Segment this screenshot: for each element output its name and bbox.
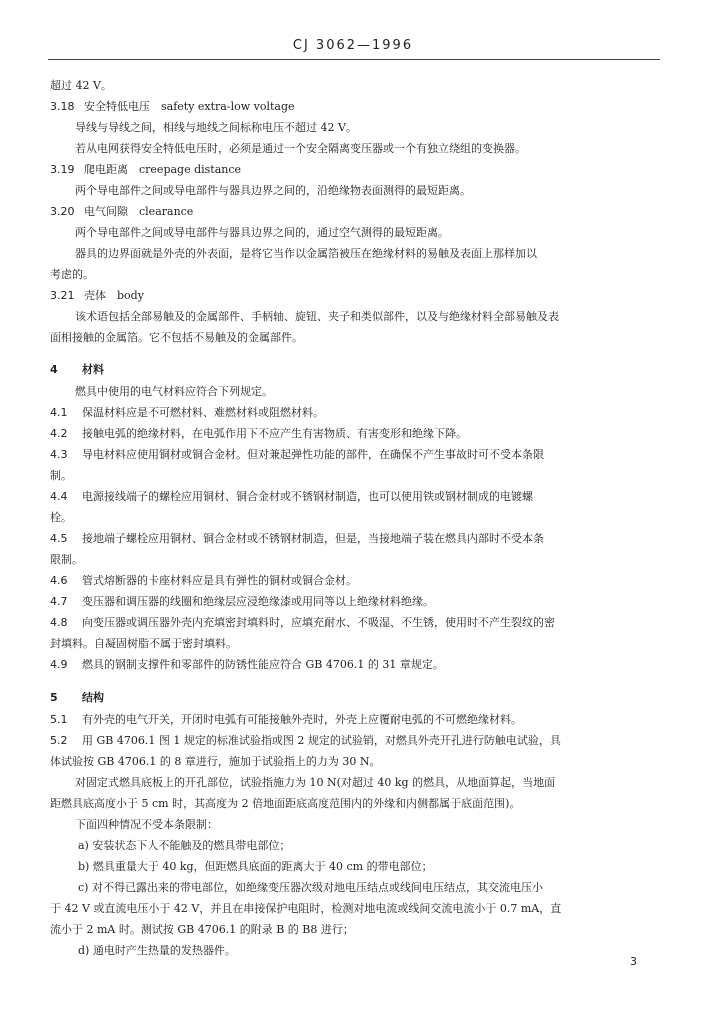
text-line: 封填料。自凝固树脂不属于密封填料。 bbox=[50, 637, 237, 650]
text-line: 若从电网获得安全特低电压时，必须是通过一个安全隔离变压器或一个有独立绕组的变换器。 bbox=[75, 142, 526, 155]
text-line: 面相接触的金属箔。它不包括不易触及的金属部件。 bbox=[50, 331, 303, 344]
standard-number: CJ 3062—1996 bbox=[292, 38, 414, 53]
text-line: 体试验按 GB 4706.1 的 8 章进行，施加于试验指上的力为 30 N。 bbox=[50, 755, 381, 768]
clause-3-20: 3.20 电气间隙 clearance bbox=[50, 205, 194, 218]
clause-4-1: 4.1 保温材料应是不可燃材料、难燃材料或阻燃材料。 bbox=[50, 406, 324, 419]
list-item: a) 安装状态下人不能触及的燃具带电部位； bbox=[78, 839, 291, 852]
text-line: 流小于 2 mA 时。测试按 GB 4706.1 的附录 B 的 B8 进行； bbox=[50, 923, 354, 936]
text-line: 限制。 bbox=[50, 553, 83, 566]
section-5-heading: 5 结构 bbox=[50, 691, 104, 704]
clause-5-1: 5.1 有外壳的电气开关，开闭时电弧有可能接触外壳时，外壳上应覆耐电弧的不可燃绝缘材料。 bbox=[50, 713, 522, 726]
list-item: b) 燃具重量大于 40 kg，但距燃具底面的距离大于 40 cm 的带电部位； bbox=[78, 860, 433, 873]
text-line: 考虑的。 bbox=[50, 268, 94, 281]
text-line: 器具的边界面就是外壳的外表面，是将它当作以金属箔被压在绝缘材料的易触及表面上那样加以 bbox=[75, 247, 537, 260]
clause-3-21: 3.21 壳体 body bbox=[50, 289, 144, 302]
text-line: 制。 bbox=[50, 469, 72, 482]
text-line: 两个导电部件之间或导电部件与器具边界之间的，沿绝缘物表面测得的最短距离。 bbox=[75, 184, 471, 197]
text-line: 栓。 bbox=[50, 511, 72, 524]
clause-3-18: 3.18 安全特低电压 safety extra-low voltage bbox=[50, 100, 295, 113]
clause-4-7: 4.7 变压器和调压器的线圈和绝缘层应浸绝缘漆或用同等以上绝缘材料绝缘。 bbox=[50, 595, 434, 608]
clause-4-6: 4.6 管式熔断器的卡座材料应是具有弹性的铜材或铜合金材。 bbox=[50, 574, 357, 587]
text-line: 两个导电部件之间或导电部件与器具边界之间的，通过空气测得的最短距离。 bbox=[75, 226, 449, 239]
list-item: d) 通电时产生热量的发热器件。 bbox=[78, 944, 236, 957]
text-line: 对固定式燃具底板上的开孔部位，试验指施力为 10 N(对超过 40 kg 的燃具，从地面算起，当地面 bbox=[75, 776, 556, 789]
header-rule bbox=[48, 59, 660, 60]
section-4-heading: 4 材料 bbox=[50, 363, 104, 376]
clause-3-19: 3.19 爬电距离 creepage distance bbox=[50, 163, 242, 176]
list-item: c) 对不得已露出来的带电部位，如绝缘变压器次级对地电压结点或线间电压结点，其交流电压小 bbox=[78, 881, 543, 894]
clause-4-3: 4.3 导电材料应使用铜材或铜合金材。但对兼起弹性功能的部件，在确保不产生事故时可不受本条限 bbox=[50, 448, 544, 461]
page-number: 3 bbox=[630, 955, 637, 968]
text-line: 超过 42 V。 bbox=[50, 79, 112, 92]
text-line: 下面四种情况不受本条限制： bbox=[75, 818, 218, 831]
text-line: 于 42 V 或直流电压小于 42 V，并且在串接保护电阻时，检测对地电流或线间交流电流小于 0.7 mA，直 bbox=[50, 902, 562, 915]
clause-4-4: 4.4 电源接线端子的螺栓应用铜材、铜合金材或不锈钢材制造，也可以使用铁或钢材制成的电镀螺 bbox=[50, 490, 533, 503]
text-line: 距燃具底高度小于 5 cm 时，其高度为 2 倍地面距底高度范围内的外缘和内侧都属于底面范围)。 bbox=[50, 797, 521, 810]
text-line: 燃具中使用的电气材料应符合下列规定。 bbox=[75, 385, 273, 398]
clause-4-9: 4.9 燃具的钢制支撑件和零部件的防锈性能应符合 GB 4706.1 的 31 章规定。 bbox=[50, 658, 444, 671]
text-line: 该术语包括全部易触及的金属部件、手柄轴、旋钮、夹子和类似部件，以及与绝缘材料全部易触及表 bbox=[75, 310, 559, 323]
clause-4-2: 4.2 接触电弧的绝缘材料，在电弧作用下不应产生有害物质、有害变形和绝缘下降。 bbox=[50, 427, 467, 440]
clause-4-8: 4.8 向变压器或调压器外壳内充填密封填料时，应填充耐水、不吸湿、不生锈，使用时不产生裂纹的密 bbox=[50, 616, 555, 629]
text-line: 导线与导线之间，相线与地线之间标称电压不超过 42 V。 bbox=[75, 121, 357, 134]
clause-4-5: 4.5 接地端子螺栓应用铜材、铜合金材或不锈钢材制造，但是，当接地端子装在燃具内部时不受本条 bbox=[50, 532, 544, 545]
clause-5-2: 5.2 用 GB 4706.1 图 1 规定的标准试验指或图 2 规定的试验销，对燃具外壳开孔进行防触电试验，具 bbox=[50, 734, 561, 747]
